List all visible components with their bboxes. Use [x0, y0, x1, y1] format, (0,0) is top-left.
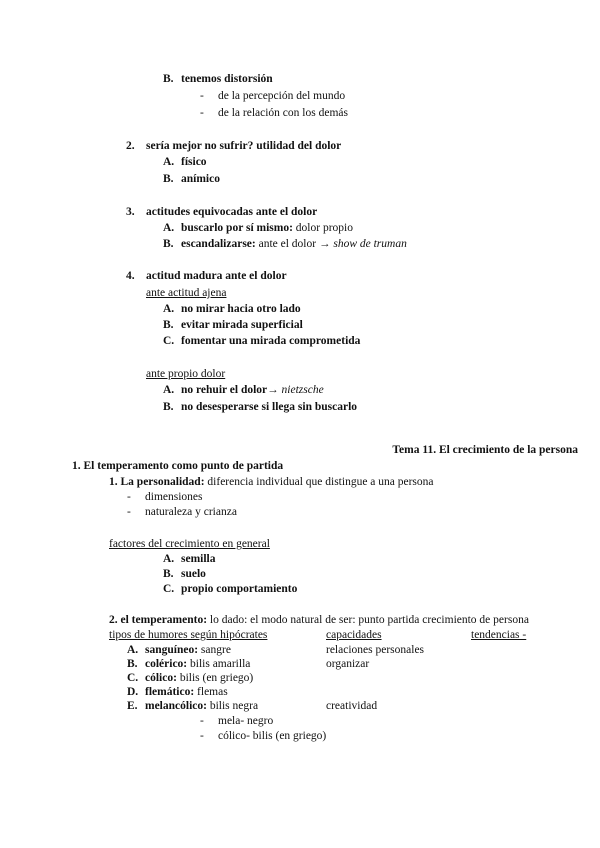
table-header: capacidades [326, 629, 382, 641]
s1-b-item [163, 72, 273, 86]
list-item: A. semilla [163, 553, 216, 565]
tema-title: Tema 11. El crecimiento de la persona [392, 444, 578, 456]
list-item: - naturaleza y crianza [127, 506, 237, 518]
list-item: B. anímico [163, 173, 220, 185]
list-item: B. evitar mirada superficial [163, 319, 303, 331]
list-item: - mela- negro [200, 715, 274, 727]
list-item: A. no mirar hacia otro lado [163, 303, 301, 315]
list-item: - de la percepción del mundo [200, 90, 346, 102]
dash-bullet: - [200, 715, 204, 727]
table-row: C. cólico: bilis (en griego) [127, 672, 254, 684]
p2-line: 2. el temperamento: lo dado: el modo natural de ser: punto partida crecimiento de persona [109, 614, 529, 626]
table-row: A. sanguíneo: sangre [127, 644, 231, 656]
table-cell: relaciones personales [326, 644, 425, 656]
list-item: B. no desesperarse si llega sin buscarlo [163, 401, 358, 413]
list-marker: B. [163, 73, 174, 85]
table-header: tipos de humores según hipócrates [109, 629, 268, 641]
list-item: - dimensiones [127, 491, 203, 503]
factores-heading: factores del crecimiento en general [109, 538, 270, 550]
list-item: A. físico [163, 156, 207, 168]
s4-subheading-ajena: ante actitud ajena [146, 287, 227, 299]
table-cell: organizar [326, 658, 370, 670]
s4-subheading-propio: ante propio dolor [146, 368, 226, 380]
table-cell: creatividad [326, 700, 378, 712]
list-item: - de la relación con los demás [200, 107, 348, 119]
dash-bullet: - [200, 730, 204, 742]
s2-heading: 2. sería mejor no sufrir? utilidad del dolor [126, 140, 342, 152]
list-item: A. no rehuir el dolor→ nietzsche [163, 384, 324, 396]
section-heading: 1. El temperamento como punto de partida [72, 460, 284, 472]
list-item: B. suelo [163, 568, 206, 580]
list-item: B. escandalizarse: ante el dolor → show de truman [163, 238, 407, 250]
dash-bullet: - [127, 491, 131, 503]
dash-bullet: - [200, 107, 204, 119]
list-item: - cólico- bilis (en griego) [200, 730, 327, 742]
list-item: C. fomentar una mirada comprometida [163, 335, 361, 347]
s3-heading: 3. actitudes equivocadas ante el dolor [126, 206, 318, 218]
dash-bullet: - [200, 90, 204, 102]
table-header: tendencias - [471, 629, 527, 641]
list-item: A. buscarlo por sí mismo: dolor propio [163, 222, 353, 234]
table-row: E. melancólico: bilis negra [127, 700, 259, 712]
s1-b-title: tenemos distorsión [181, 73, 273, 85]
dash-bullet: - [127, 506, 131, 518]
p1-line: 1. La personalidad: diferencia individual que distingue a una persona [109, 476, 434, 488]
table-row: D. flemático: flemas [127, 686, 228, 698]
s4-heading: 4. actitud madura ante el dolor [126, 270, 287, 282]
list-item: C. propio comportamiento [163, 583, 298, 595]
table-row: B. colérico: bilis amarilla [127, 658, 251, 670]
